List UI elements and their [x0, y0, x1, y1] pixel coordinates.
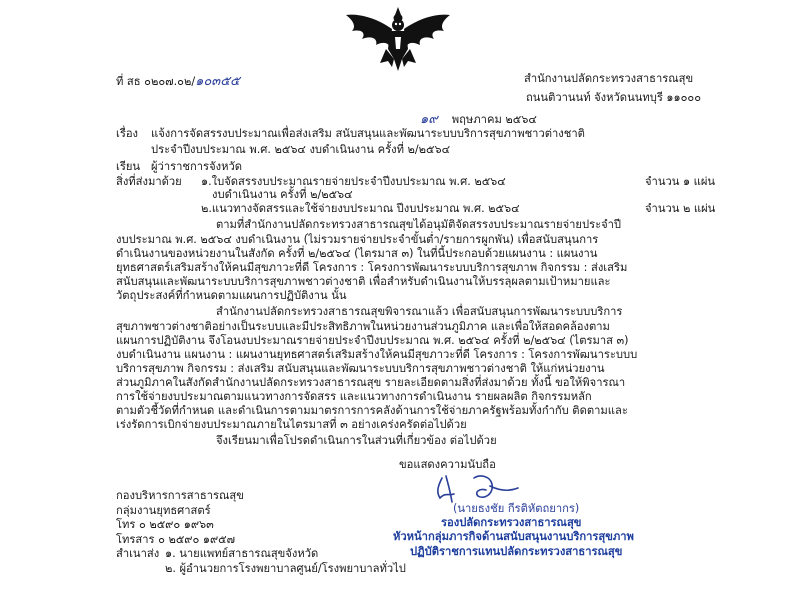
garuda-emblem: [340, 5, 456, 73]
paragraph-1-line: งบประมาณ พ.ศ. ๒๕๖๔ งบดำเนินงาน (ไม่รวมรายจ่ายประจำขั้นต่ำ/รายการผูกพัน) เพื่อสนับสนุนการ: [116, 233, 599, 246]
paragraph-2-line: ส่วนภูมิภาคในสังกัดสำนักงานปลัดกระทรวงสาธารณสุข รายละเอียดตามสิ่งที่ส่งมาด้วย ทั้งนี้ ขอให้พิจารณา: [116, 376, 626, 389]
enclosure-2-quantity: จำนวน ๒ แผ่น: [645, 202, 716, 215]
paragraph-2-line: สำนักงานปลัดกระทรวงสาธารณสุขพิจารณาแล้ว เพื่อสนับสนุนการพัฒนาระบบบริการ: [216, 305, 623, 318]
enclosure-1-line-1: ๑.ใบจัดสรรงบประมาณรายจ่ายประจำปีงบประมาณ พ.ศ. ๒๕๖๔: [201, 175, 506, 188]
reference-number: [116, 75, 240, 89]
paragraph-1-line: ตามที่สำนักงานปลัดกระทรวงสาธารณสุขได้อนุมัติจัดสรรงบประมาณรายจ่ายประจำปี: [216, 218, 622, 231]
letter-date: [420, 113, 537, 127]
reference-prefix: ที่ สธ ๐๒๐๗.๐๒/: [116, 75, 196, 88]
enclosures-label: สิ่งที่ส่งมาด้วย: [116, 175, 182, 188]
reference-handwritten: ๑๐๓๕๕: [195, 74, 240, 89]
footer-division: กองบริหารการสาธารณสุข: [116, 489, 244, 502]
paragraph-2-line: บริการสุขภาพ กิจกรรม : ส่งเสริม สนับสนุนและพัฒนาระบบบริการสุขภาพชาวต่างชาติ ให้แก่หน่วยงาน: [116, 362, 605, 375]
org-address: ถนนติวานนท์ จังหวัดนนทบุรี ๑๑๐๐๐: [526, 91, 702, 104]
closing-regards: ขอแสดงความนับถือ: [399, 458, 496, 471]
org-name: สำนักงานปลัดกระทรวงสาธารณสุข: [524, 72, 694, 85]
paragraph-2-line: สุขภาพชาวต่างชาติอย่างเป็นระบบและมีประสิทธิภาพในหน่วยงานส่วนภูมิภาค และเพื่อให้สอดคล้องตาม: [116, 320, 610, 333]
paragraph-2-line: เร่งรัดการเบิกจ่ายงบประมาณภายในไตรมาสที่ ๓ อย่างเคร่งครัดต่อไปด้วย: [116, 418, 467, 431]
footer-group: กลุ่มงานยุทธศาสตร์: [116, 504, 211, 517]
paragraph-1-line: สนับสนุนและพัฒนาระบบบริการสุขภาพชาวต่างชาติ เพื่อสำหรับดำเนินงานให้บรรลุผลตามเป้าหมายและ: [116, 275, 611, 288]
signatory-name: (นายธงชัย กีรติหัตถยากร): [453, 502, 580, 515]
footer-phone: โทร ๐ ๒๕๙๐ ๑๙๖๓: [116, 518, 214, 531]
paragraph-1-line: ยุทธศาสตร์เสริมสร้างให้คนมีสุขภาวะที่ดี โครงการ : โครงการพัฒนาระบบบริการสุขภาพ กิจกรรม : ส่งเสริม: [116, 261, 628, 274]
footer-copy-1: ๑. นายแพทย์สาธารณสุขจังหวัด: [165, 547, 319, 560]
footer-copy-2: ๒. ผู้อำนวยการโรงพยาบาลศูนย์/โรงพยาบาลทั่วไป: [165, 562, 406, 575]
footer-fax: โทรสาร ๐ ๒๕๙๐ ๑๙๕๗: [116, 533, 236, 546]
date-month-year: พฤษภาคม ๒๕๖๔: [451, 113, 537, 126]
enclosure-1-line-2: งบดำเนินงาน ครั้งที่ ๒/๒๕๖๔: [212, 188, 353, 201]
enclosure-2-line-1: ๒.แนวทางจัดสรรและใช้จ่ายงบประมาณ ปีงบประมาณ พ.ศ. ๒๕๖๔: [201, 202, 520, 215]
paragraph-2-line: ตามตัวชี้วัดที่กำหนด และดำเนินการตามมาตรการการคลังด้านการใช้จ่ายภาครัฐพร้อมทั้งกำกับ ติดตามและ: [116, 404, 628, 417]
signatory-title-3: ปฏิบัติราชการแทนปลัดกระทรวงสาธารณสุข: [410, 545, 623, 558]
paragraph-3: จึงเรียนมาเพื่อโปรดดำเนินการในส่วนที่เกี่ยวข้อง ต่อไปด้วย: [216, 434, 497, 447]
enclosure-1-quantity: จำนวน ๑ แผ่น: [645, 175, 716, 188]
subject-label: เรื่อง: [116, 127, 139, 140]
signatory-title-1: รองปลัดกระทรวงสาธารณสุข: [441, 516, 582, 529]
subject-line-1: แจ้งการจัดสรรงบประมาณเพื่อส่งเสริม สนับสนุนและพัฒนาระบบบริการสุขภาพชาวต่างชาติ: [151, 127, 585, 140]
paragraph-1-line: ดำเนินงานของหน่วยงานในสังกัด ครั้งที่ ๒/๒๕๖๔ (ไตรมาส ๓) ในที่นี้ประกอบด้วยแผนงาน : แผนงาน: [116, 247, 598, 260]
date-day-handwritten: ๑๙: [420, 112, 438, 127]
handwritten-signature: [428, 472, 538, 506]
salutation-recipient: ผู้ว่าราชการจังหวัด: [151, 160, 243, 173]
salutation-label: เรียน: [116, 160, 141, 173]
footer-copy-label: สำเนาส่ง: [116, 547, 160, 560]
paragraph-2-line: งบดำเนินงาน แผนงาน : แผนงานยุทธศาสตร์เสริมสร้างให้คนมีสุขภาวะที่ดี โครงการ : โครงการพัฒนาระบบบ: [116, 348, 638, 361]
paragraph-1-line: วัตถุประสงค์ที่กำหนดตามแผนการปฏิบัติงาน นั้น: [116, 289, 347, 302]
paragraph-2-line: แผนการปฏิบัติงาน จึงโอนงบประมาณรายจ่ายประจำปีงบประมาณ พ.ศ. ๒๕๖๔ ครั้งที่ ๒/๒๕๖๔ (ไตรมาส ๓): [116, 334, 629, 347]
subject-line-2: ประจำปีงบประมาณ พ.ศ. ๒๕๖๔ งบดำเนินงาน ครั้งที่ ๒/๒๕๖๔: [151, 143, 451, 156]
signatory-title-2: หัวหน้ากลุ่มภารกิจด้านสนับสนุนงานบริการสุขภาพ: [393, 530, 634, 543]
paragraph-2-line: การใช้จ่ายงบประมาณตามแนวทางการจัดสรร และแนวทางการดำเนินงาน รายผลผลิต กิจกรรมหลัก: [116, 390, 592, 403]
